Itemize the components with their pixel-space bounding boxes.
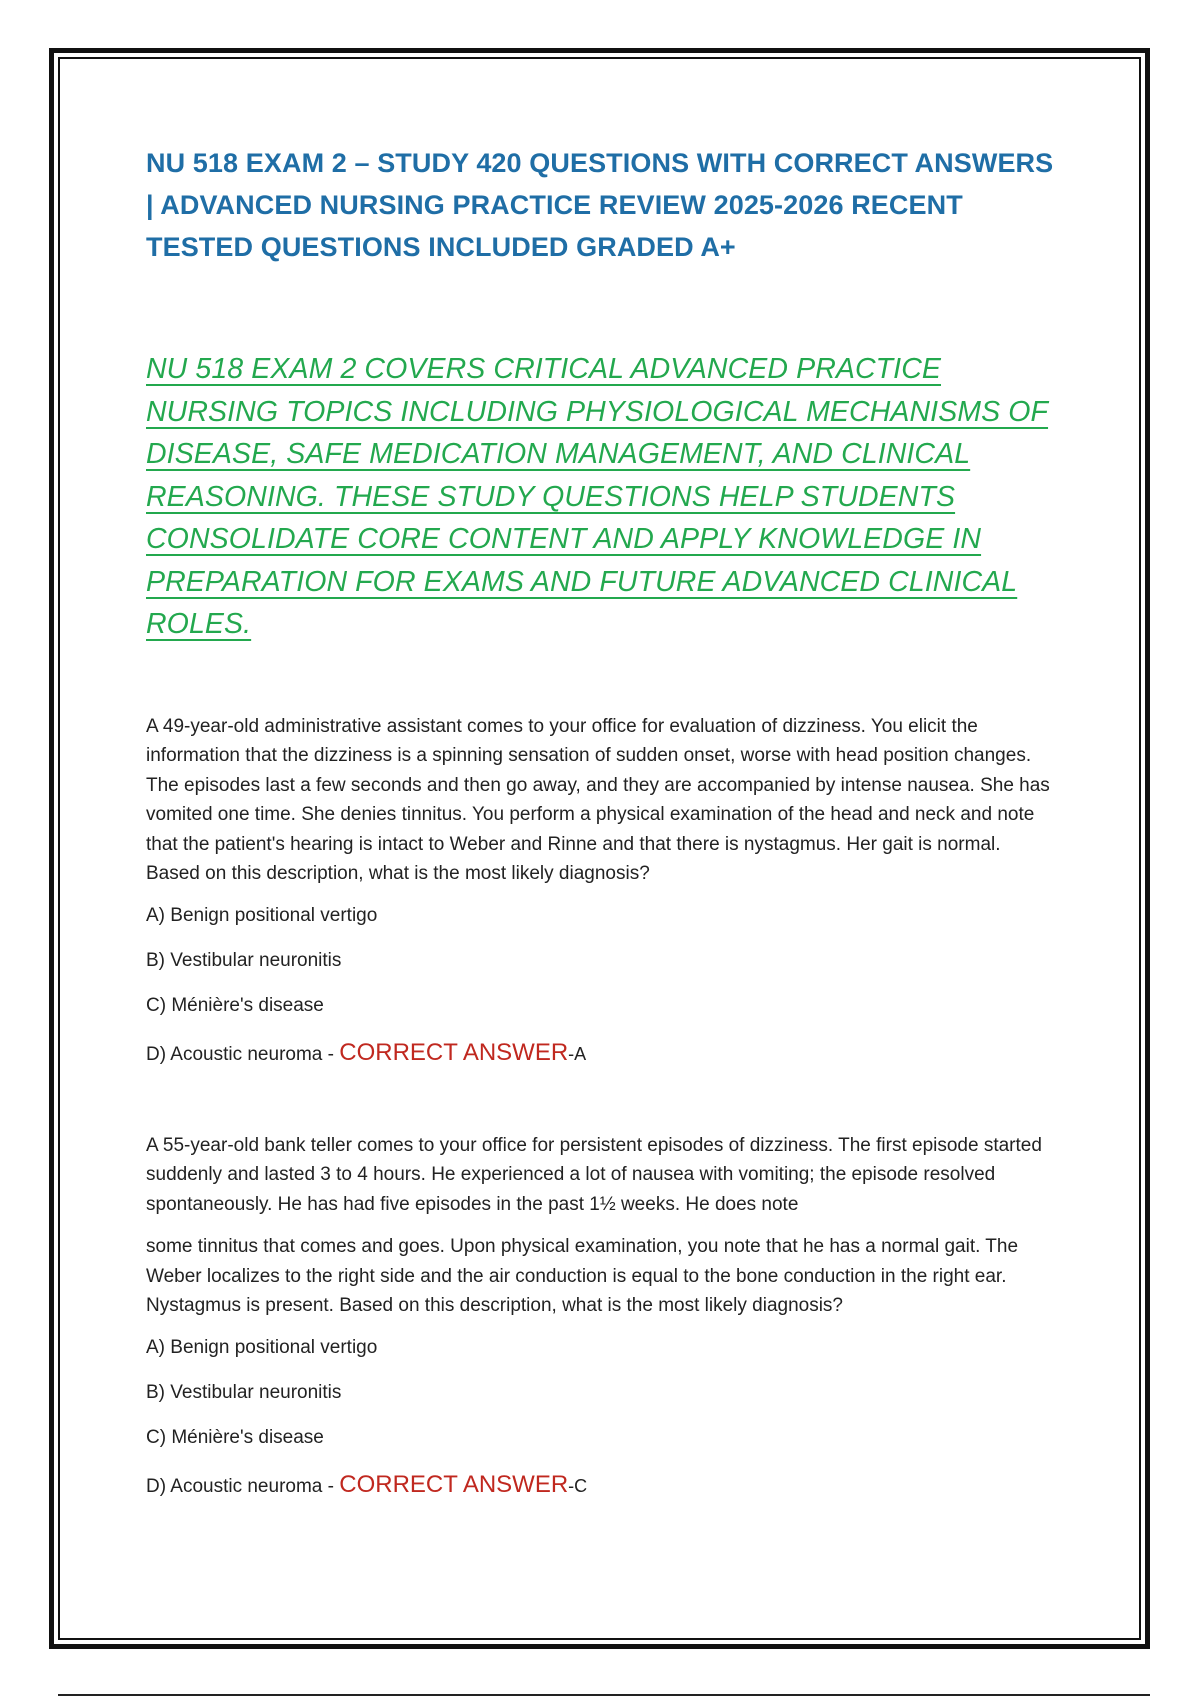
question-2-option-c: C) Ménière's disease: [146, 1426, 324, 1448]
question-1-option-d-text: D) Acoustic neuroma -: [146, 1043, 334, 1065]
question-1-option-d: [146, 1038, 1056, 1069]
question-1-answer-letter: -A: [568, 1043, 587, 1064]
question-2-option-b: B) Vestibular neuronitis: [146, 1381, 342, 1403]
question-2-correct-answer-label: CORRECT ANSWER: [339, 1470, 569, 1498]
question-2-option-d-text: D) Acoustic neuroma -: [146, 1475, 334, 1497]
bottom-divider: [58, 1694, 1150, 1696]
question-1-option-a: A) Benign positional vertigo: [146, 904, 378, 926]
question-2-options: [146, 1333, 1056, 1501]
document-body: [146, 142, 1056, 1517]
question-2-stem-continued: some tinnitus that comes and goes. Upon physical examination, you note that he has a normal gait. The Weber localizes to the right side and the air conduction is equal to the bone conduction in the right ear. Nystagmus is present. Based on this description, what is the most likely diagnosis?: [146, 1236, 1019, 1316]
question-1: [146, 712, 1056, 1069]
question-2: [146, 1131, 1056, 1501]
question-1-options: [146, 901, 1056, 1069]
question-2-stem: A 55-year-old bank teller comes to your office for persistent episodes of dizziness. The first episode started suddenly and lasted 3 to 4 hours. He experienced a lot of nausea with vomiting; the episode resolved spontaneously. He has had five episodes in the past 1½ weeks. He does note: [146, 1134, 1042, 1215]
question-1-option-c: C) Ménière's disease: [146, 994, 324, 1016]
document-subtitle: NU 518 EXAM 2 COVERS CRITICAL ADVANCED PRACTICE NURSING TOPICS INCLUDING PHYSIOLOGICAL MECHANISMS OF DISEASE, SAFE MEDICATION MANAGEMENT, AND CLINICAL REASONING. THESE STUDY QUESTIONS HELP STUDENTS CONSOLIDATE CORE CONTENT AND APPLY KNOWLEDGE IN PREPARATION FOR EXAMS AND FUTURE ADVANCED CLINICAL ROLES.: [146, 353, 1049, 640]
question-2-option-d: [146, 1470, 1056, 1501]
question-1-correct-answer-label: CORRECT ANSWER: [339, 1038, 569, 1066]
question-1-stem: A 49-year-old administrative assistant comes to your office for evaluation of dizziness. You elicit the information that the dizziness is a spinning sensation of sudden onset, worse with head position changes. The episodes last a few seconds and then go away, and they are accompanied by intense nausea. She has vomited one time. She denies tinnitus. You perform a physical examination of the head and neck and note that the patient's hearing is intact to Weber and Rinne and that there is nystagmus. Her gait is normal. Based on this description, what is the most likely diagnosis?: [146, 715, 1050, 884]
question-1-option-b: B) Vestibular neuronitis: [146, 949, 342, 971]
document-title: NU 518 EXAM 2 – STUDY 420 QUESTIONS WITH CORRECT ANSWERS | ADVANCED NURSING PRACTICE REVIEW 2025-2026 RECENT TESTED QUESTIONS INCLUDED GRADED A+: [146, 148, 1054, 262]
question-2-option-a: A) Benign positional vertigo: [146, 1336, 378, 1358]
question-2-answer-letter: -C: [568, 1475, 588, 1496]
